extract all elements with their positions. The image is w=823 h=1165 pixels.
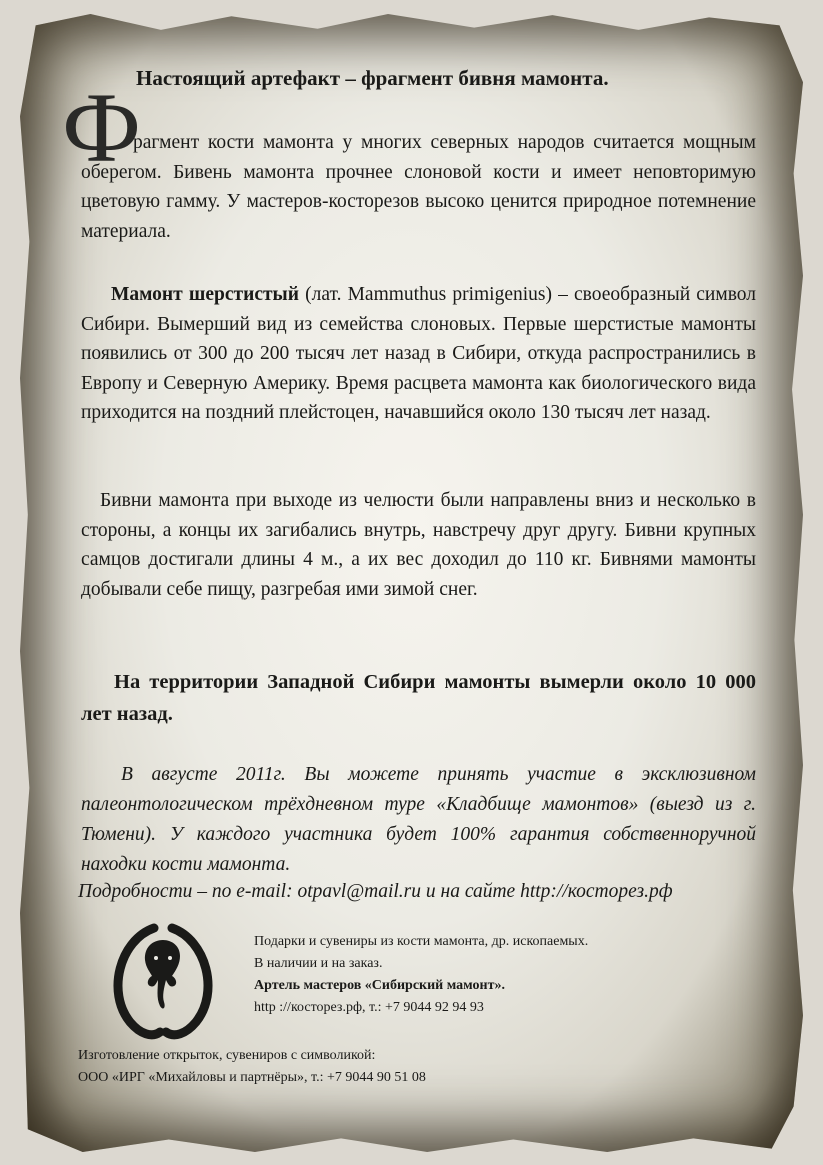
paragraph-tour: В августе 2011г. Вы можете принять участие в эксклюзивном палеонтологическом трёхдневном туре «Кладбище мамонтов» (выезд из г. Тюмени). У каждого участника будет 100% гарантия собственноручной находки кости мамонта. [81,764,756,875]
mammoth-in-tusks-icon [108,914,218,1046]
drop-cap: Ф [62,72,142,183]
contact-info-line-1: Подарки и сувениры из кости мамонта, др. ископаемых. [254,934,589,949]
contact-line: Подробности – по e-mail: otpavl@mail.ru и на сайте http://косторез.рф [78,881,673,902]
paragraph-mammoth-lead: Мамонт шерстистый [111,284,300,305]
paragraph-mammoth-text: (лат. Mammuthus primigenius) – своеобразный символ Сибири. Вымерший вид из семейства слоновых. Первые шерстистые мамонты появились от 300 до 200 тысяч лет назад в Сибири, откуда распространились в Европу и Северную Америку. Время расцвета мамонта как биологического вида приходится на поздний плейстоцен, начавшийся около 130 тысяч лет назад. [81,284,756,423]
contact-info [254,931,588,1019]
paragraph-intro-rest: мощным оберегом. Бивень мамонта прочнее слоновой кости и имеет неповторимую цветовую гамму. У мастеров-косторезов высоко ценится природное потемнение материала. [81,132,756,242]
footer-line-1: Изготовление открыток, сувениров с символикой: [78,1048,376,1063]
paragraph-extinction: На территории Западной Сибири мамонты вымерли около 10 000 лет назад. [81,671,756,725]
paragraph-intro [81,128,756,246]
contact-info-line-4: http ://косторез.рф, т.: +7 9044 92 94 93 [254,1000,484,1015]
paragraph-intro-first-line: рагмент кости мамонта у многих северных народов считается [133,132,675,153]
contact-info-line-2: В наличии и на заказ. [254,956,383,971]
headline: Настоящий артефакт – фрагмент бивня мамонта. [136,66,609,90]
footer-line-2: ООО «ИРГ «Михайловы и партнёры», т.: +7 9044 90 51 08 [78,1070,426,1085]
paragraph-tusks: Бивни мамонта при выходе из челюсти были направлены вниз и несколько в стороны, а концы их загибались внутрь, навстречу друг другу. Бивни крупных самцов достигали длины 4 м., а их вес доходил до 110 кг. Бивнями мамонты добывали себе пищу, разгребая ими зимой снег. [81,490,756,600]
contact-info-line-3: Артель мастеров «Сибирский мамонт». [254,978,505,993]
footer [78,1045,426,1089]
paragraph-mammoth [81,280,756,428]
